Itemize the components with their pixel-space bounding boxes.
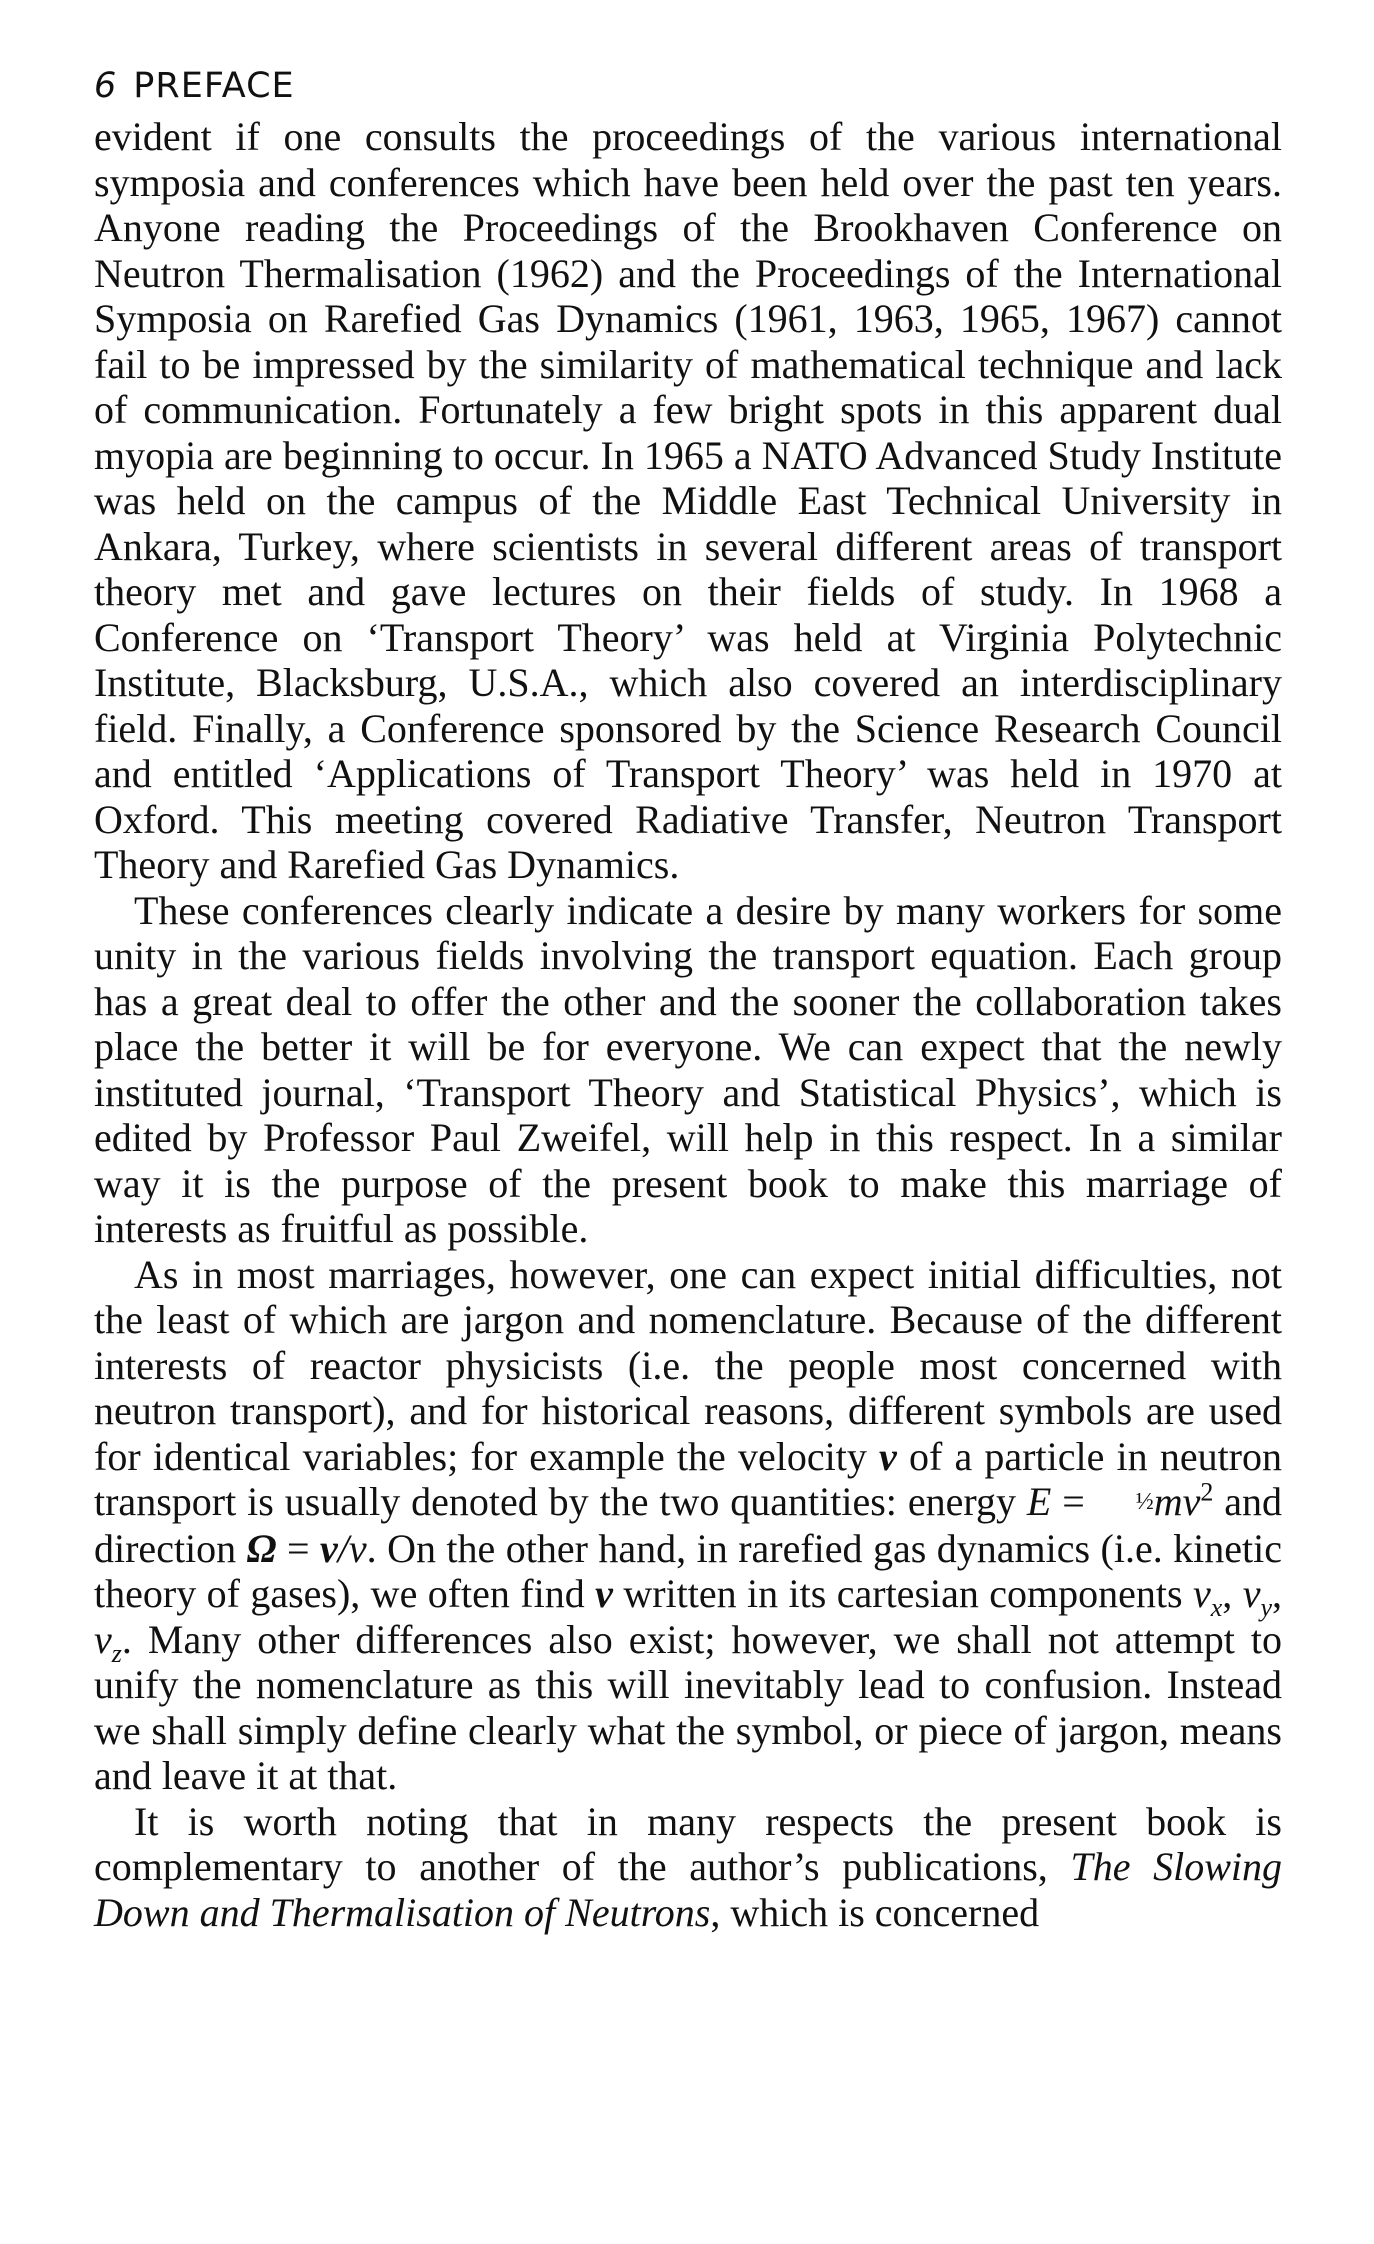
- comma: ,: [1272, 1571, 1283, 1616]
- paragraph-2: These conferences clearly indicate a desire by many workers for some unity in the various fields involving the transport equation. Each group has a great deal to offer the other and the sooner the collaboration takes place the better it will be for everyone. We can expect that the newly instituted journal, ‘Transport Theory and Statistical Physics’, which is edited by Professor Paul Zweifel, will help in this respect. In a similar way it is the purpose of the present book to make this marriage of interests as fruitful as possible.: [94, 887, 1282, 1251]
- equals-sign: =: [286, 1525, 310, 1571]
- paragraph-3: [94, 1252, 1282, 1799]
- comma: ,: [1222, 1571, 1233, 1616]
- book-title: The Slowing Down and Thermalisation of Neutrons: [94, 1844, 1283, 1935]
- paragraph-3-text-5: written in its cartesian components: [623, 1571, 1183, 1616]
- velocity-symbol: v: [879, 1433, 897, 1479]
- vx-subscript: x: [1210, 1593, 1223, 1622]
- paragraph-4-text-1: It is worth noting that in many respects the present book is complementary to another of the author’s publications,: [94, 1798, 1282, 1889]
- paragraph-3-text-2: of a particle in neutron transport is usually denoted by the two quantities: energy: [94, 1433, 1282, 1524]
- paragraph-3-text-6: . Many other differences also exist; however, we shall not attempt to unify the nomenclature as this will inevitably lead to confusion. Instead we shall simply define clearly what the symbol, or piece of jargon, means and leave it at that.: [94, 1616, 1282, 1798]
- section-title: PREFACE: [133, 66, 295, 106]
- velocity-symbol: v: [595, 1571, 613, 1616]
- running-head: [94, 66, 1282, 110]
- page-number: 6: [94, 66, 118, 106]
- book-page: [94, 66, 1282, 1935]
- speed-divisor: /v: [337, 1525, 367, 1571]
- mv-symbol: mv: [1153, 1479, 1201, 1524]
- body-text: [94, 114, 1282, 1935]
- vx-symbol: v: [1192, 1571, 1211, 1616]
- square-exponent: 2: [1200, 1477, 1214, 1507]
- paragraph-3-text-1: As in most marriages, however, one can expect initial difficulties, not the least of which are jargon and nomenclature. Because of the different interests of reactor physicists (i.e. the people most concerned with neutron transport), and for historical reasons, different symbols are used for identical variables; for example the velocity: [94, 1251, 1282, 1479]
- paragraph-3-text-4: . On the other hand, in rarefied gas dynamics (i.e. kinetic theory of gases), we often find: [94, 1525, 1283, 1616]
- paragraph-4: [94, 1799, 1282, 1936]
- vy-symbol: v: [1242, 1571, 1261, 1616]
- paragraph-3-text-3: and direction: [94, 1479, 1283, 1571]
- vz-subscript: z: [111, 1638, 122, 1668]
- vz-symbol: v: [94, 1616, 112, 1662]
- energy-symbol: E: [1026, 1479, 1052, 1524]
- half-fraction: ½: [1135, 1489, 1154, 1515]
- velocity-symbol: v: [319, 1525, 338, 1571]
- paragraph-1: evident if one consults the proceedings of the various international symposia and conferences which have been held over the past ten years. Anyone reading the Proceedings of the Brookhaven Conference on Neutron Thermalisation (1962) and the Proceedings of the International Symposia on Rarefied Gas Dynamics (1961, 1963, 1965, 1967) cannot fail to be impressed by the similarity of mathematical technique and lack of communication. Fortunately a few bright spots in this apparent dual myopia are beginning to occur. In 1965 a NATO Advanced Study Institute was held on the campus of the Middle East Technical University in Ankara, Turkey, where scientists in several different areas of transport theory met and gave lectures on their fields of study. In 1968 a Conference on ‘Transport Theory’ was held at Virginia Polytechnic Institute, Blacksburg, U.S.A., which also covered an interdisciplinary field. Finally, a Conference sponsored by the Science Research Council and entitled ‘Applications of Transport Theory’ was held in 1970 at Oxford. This meeting covered Radiative Transfer, Neutron Transport Theory and Rarefied Gas Dynamics.: [94, 114, 1282, 887]
- paragraph-4-text-2: , which is concerned: [710, 1889, 1040, 1935]
- omega-symbol: Ω: [246, 1525, 277, 1571]
- equals-sign: =: [1062, 1479, 1085, 1524]
- vy-subscript: y: [1260, 1593, 1273, 1622]
